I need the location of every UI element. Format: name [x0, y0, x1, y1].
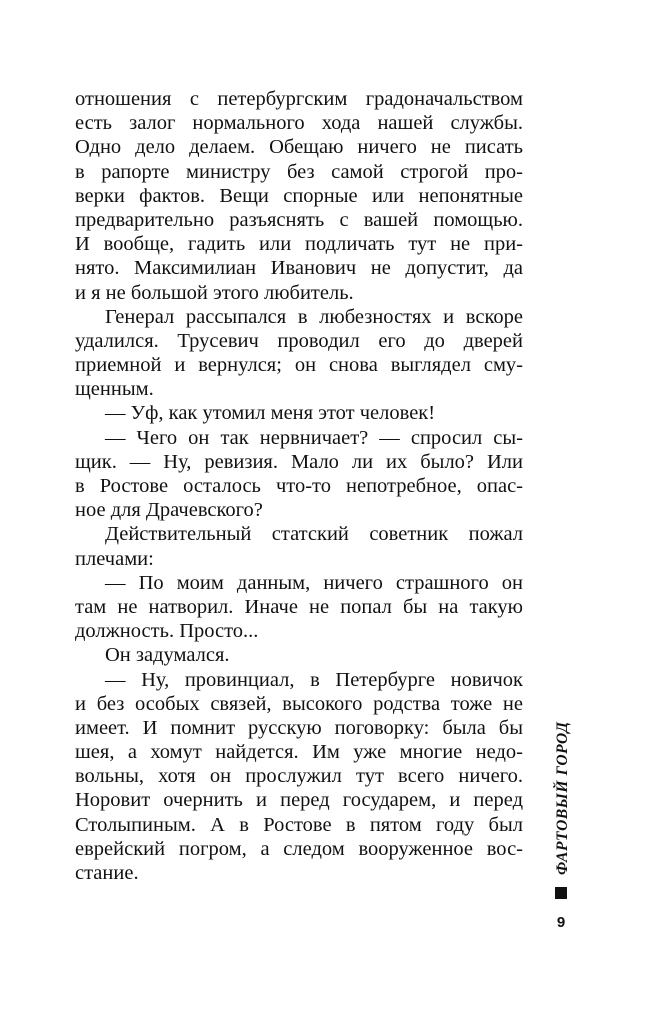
- square-marker-icon: [555, 887, 567, 899]
- text-line: И вообще, гадить или подличать тут не при-: [75, 233, 523, 256]
- text-line: еврейский погром, а следом вооруженное вос-: [75, 837, 523, 860]
- text-line: имеет. И помнит русскую поговорку: была бы: [75, 716, 523, 739]
- text-line: в Ростове осталось что-то непотребное, опас-: [75, 475, 523, 497]
- text-line: предварительно разъяснять с вашей помощью.: [75, 208, 523, 231]
- text-line: — Чего он так нервничает? — спросил сы-: [105, 426, 523, 449]
- text-line: в рапорте министру без самой строгой про-: [75, 160, 523, 183]
- text-line: Он задумался.: [105, 644, 230, 667]
- text-line: приемной и вернулся; он снова выглядел сму-: [75, 354, 523, 377]
- text-line: удалился. Трусевич проводил его до дверей: [75, 329, 523, 352]
- text-line: и я не большой этого любитель.: [75, 281, 354, 304]
- text-line: нято. Максимилиан Иванович не допустит, да: [75, 257, 523, 280]
- text-line: — Уф, как утомил меня этот человек!: [105, 402, 436, 425]
- text-line: и без особых связей, высокого родства тоже не: [75, 692, 523, 715]
- text-line: вольны, хотя он прослужил тут всего ничего.: [75, 765, 523, 788]
- text-line: Действительный статский советник пожал: [105, 523, 523, 546]
- text-line: есть залог нормального хода нашей службы.: [75, 112, 523, 135]
- text-line: плечами:: [75, 547, 154, 570]
- text-line: там не натворил. Иначе не попал бы на такую: [75, 595, 523, 618]
- text-line: верки фактов. Вещи спорные или непонятные: [75, 184, 523, 207]
- text-line: ное для Драчевского?: [75, 499, 263, 522]
- text-line: отношения с петербургским градоначальством: [75, 88, 523, 110]
- running-title-text: ФАРТОВЫЙ ГОРОД: [554, 721, 571, 875]
- text-line: шея, а хомут найдется. Им уже многие недо-: [75, 741, 523, 764]
- text-line: Одно дело делаем. Обещаю ничего не писать: [75, 136, 523, 159]
- text-line: — По моим данным, ничего страшного он: [105, 571, 523, 594]
- text-line: Генерал рассыпался в любезностях и вскоре: [105, 305, 523, 328]
- text-line: Норовит очернить и перед государем, и перед: [75, 789, 523, 812]
- page-number: 9: [556, 914, 566, 931]
- text-line: — Ну, провинциал, в Петербурге новичок: [105, 668, 523, 691]
- running-title: [553, 705, 573, 875]
- page-body-text: [75, 87, 523, 885]
- text-line: стание.: [75, 862, 139, 884]
- text-line: должность. Просто...: [75, 620, 259, 643]
- text-line: щенным.: [75, 378, 154, 401]
- text-line: щик. — Ну, ревизия. Мало ли их было? Или: [75, 450, 523, 473]
- text-line: Столыпиным. А в Ростове в пятом году был: [75, 813, 523, 836]
